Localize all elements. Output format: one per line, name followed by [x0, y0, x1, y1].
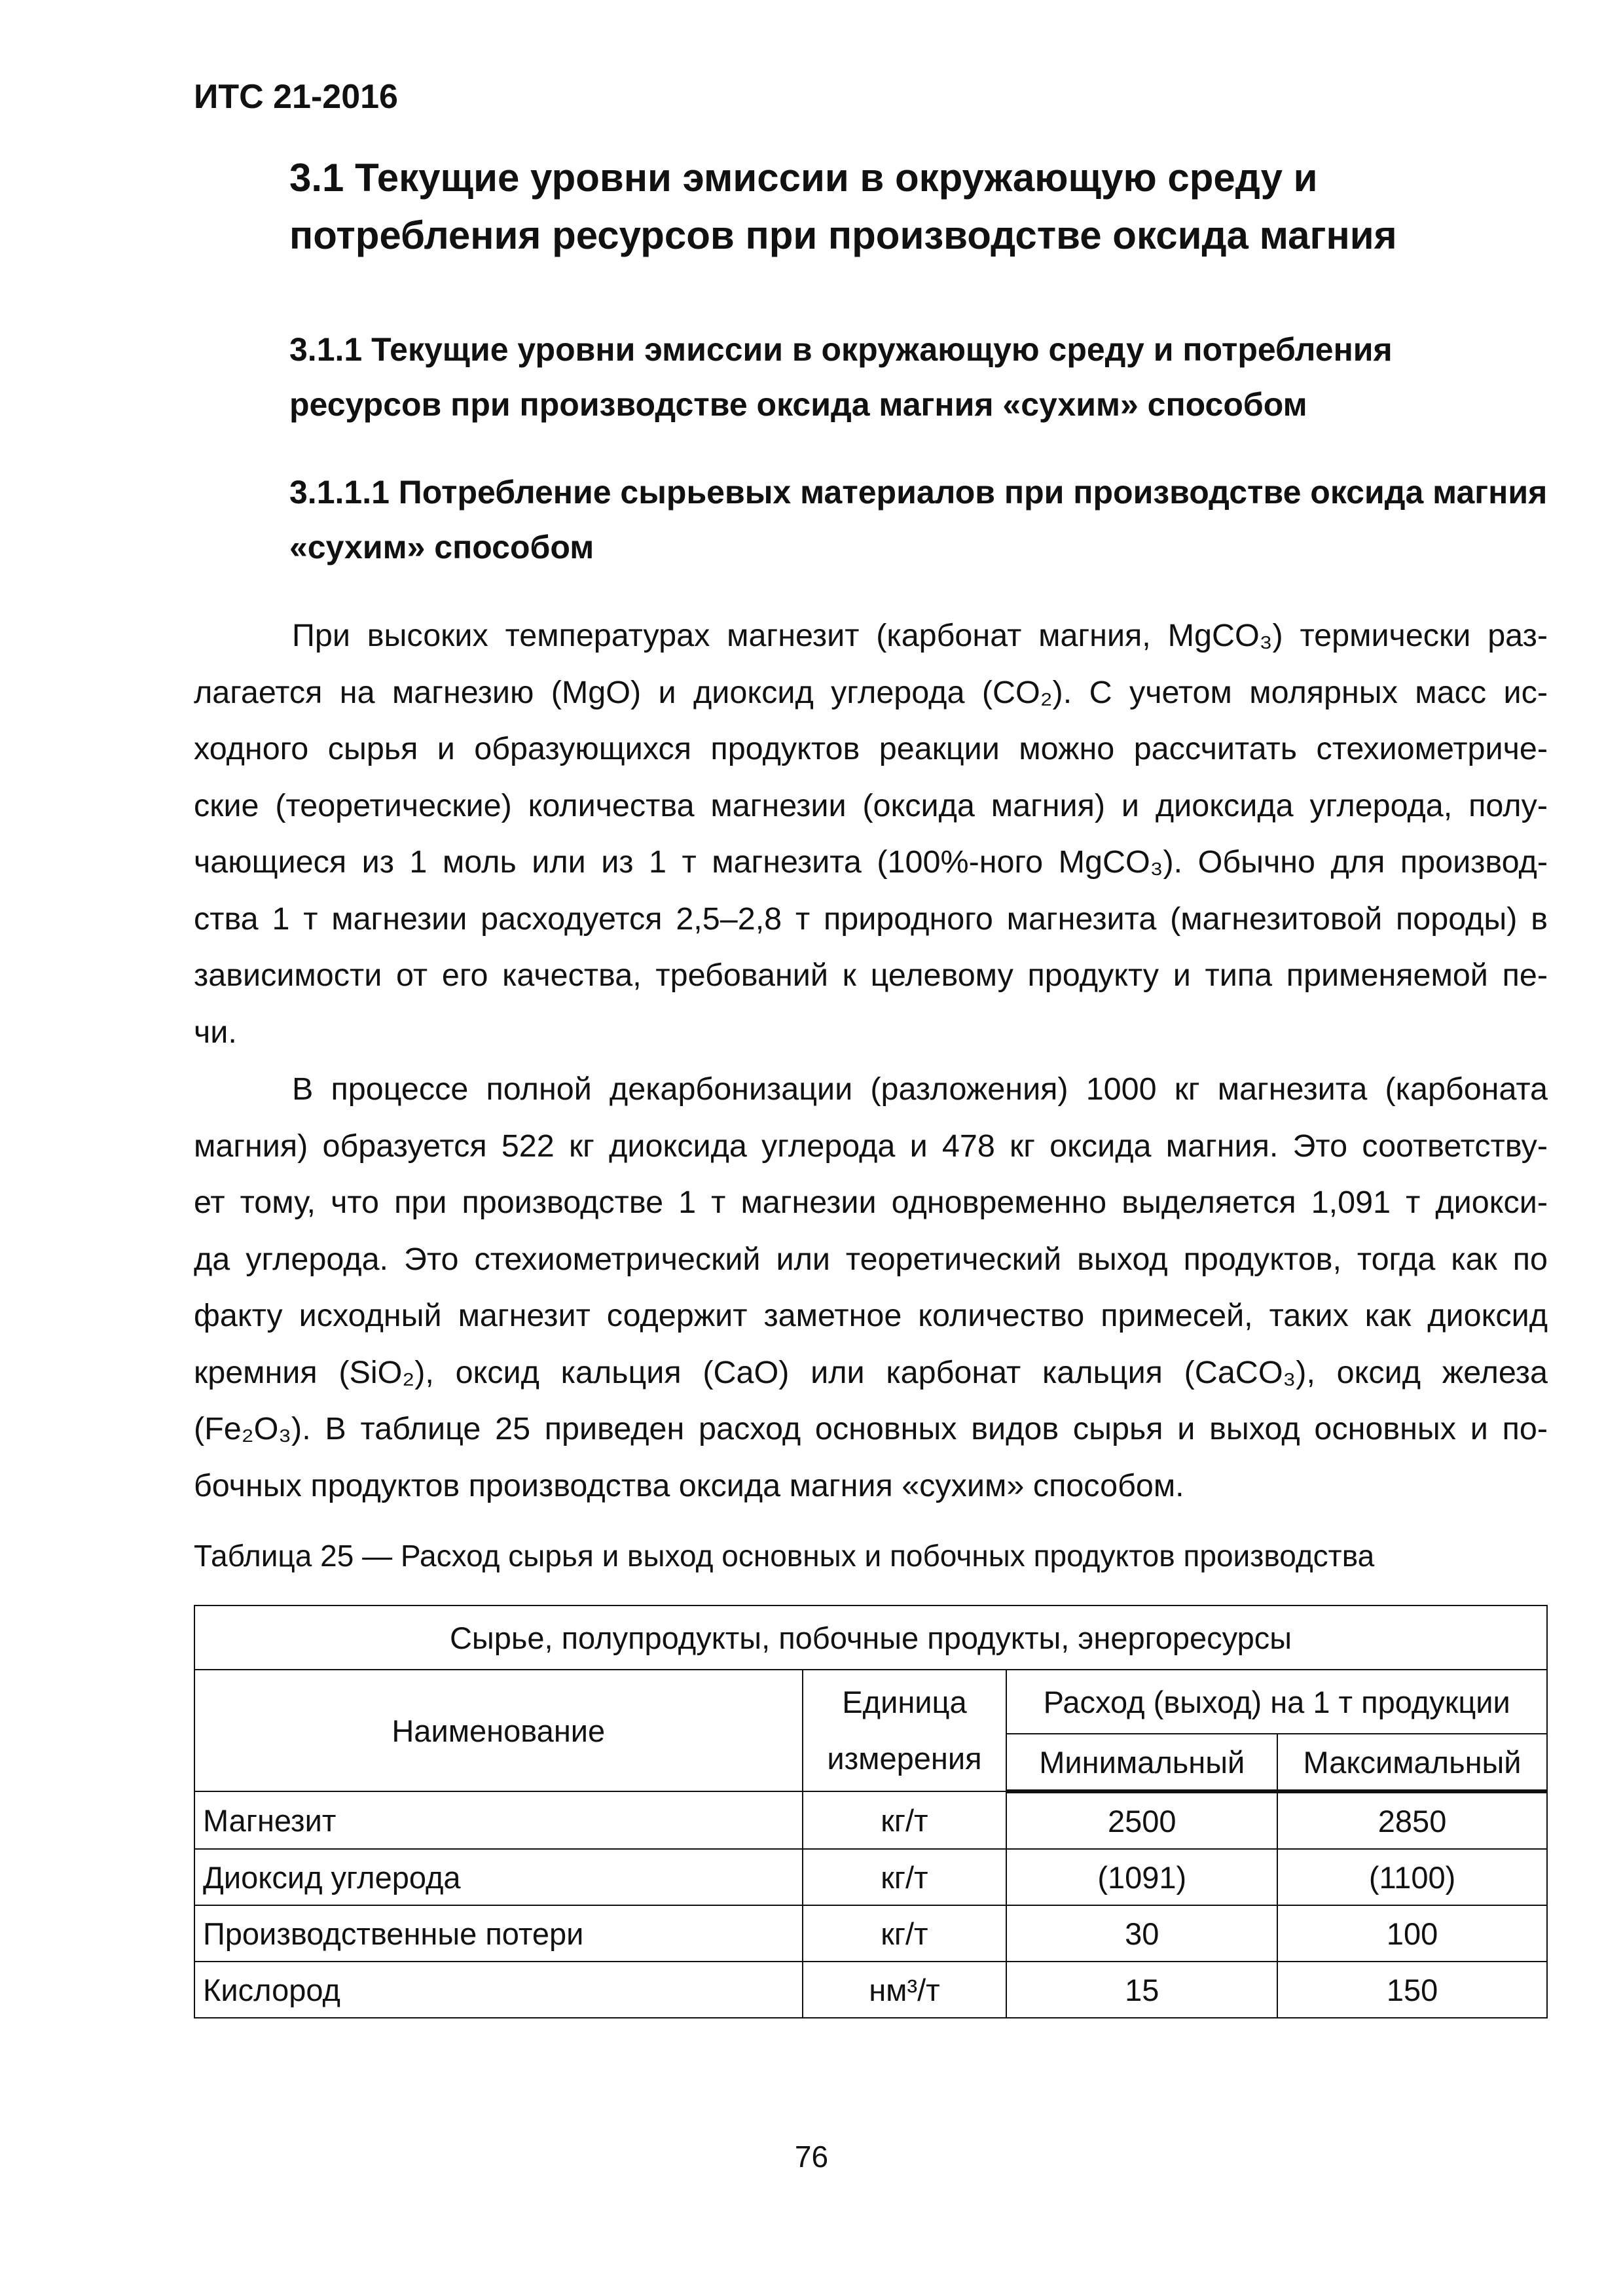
cell-min: 30	[1006, 1905, 1277, 1962]
document-code: ИТС 21-2016	[194, 78, 398, 116]
section-heading-3-1-1: 3.1.1 Текущие уровни эмиссии в окружающую среду и потребления ресурсов при производстве оксида магния «сухим» способом	[289, 331, 1393, 423]
cell-unit: кг/т	[803, 1791, 1007, 1849]
column-header-min: Минимальный	[1006, 1734, 1277, 1791]
cell-min: 2500	[1006, 1791, 1277, 1849]
cell-min: 15	[1006, 1962, 1277, 2018]
cell-unit: кг/т	[803, 1849, 1007, 1905]
table-row	[194, 1905, 1547, 1962]
paragraph-line: ет тому, что при производстве 1 т магнезии одновременно выделяется 1,091 т диокси-	[194, 1185, 1548, 1220]
paragraph-line: При высоких температурах магнезит (карбонат магния, MgCO₃) термически раз-	[292, 618, 1548, 653]
cell-max: 2850	[1277, 1791, 1547, 1849]
paragraph-line: чающиеся из 1 моль или из 1 т магнезита (100%-ного MgCO₃). Обычно для производ-	[194, 844, 1548, 880]
table-25	[194, 1605, 1548, 2018]
paragraph-1	[194, 607, 1548, 1060]
paragraph-line: зависимости от его качества, требований к целевому продукту и типа применяемой пе-	[194, 958, 1548, 993]
paragraph-line: (Fe₂O₃). В таблице 25 приведен расход основных видов сырья и выход основных и по-	[194, 1411, 1548, 1446]
cell-name: Магнезит	[194, 1791, 803, 1849]
cell-name: Кислород	[194, 1962, 803, 2018]
column-header-unit-line1: Единица	[842, 1685, 967, 1719]
table-row	[194, 1849, 1547, 1905]
table-caption: Таблица 25 — Расход сырья и выход основных и побочных продуктов производства	[194, 1539, 1375, 1573]
cell-name: Диоксид углерода	[194, 1849, 803, 1905]
column-header-max: Максимальный	[1277, 1734, 1547, 1791]
paragraph-line: факту исходный магнезит содержит заметное количество примесей, таких как диоксид	[194, 1298, 1548, 1333]
paragraph-line: ства 1 т магнезии расходуется 2,5–2,8 т природного магнезита (магнезитовой породы) в	[194, 901, 1548, 937]
paragraph-line: бочных продуктов производства оксида магния «сухим» способом.	[194, 1467, 1184, 1503]
cell-max: (1100)	[1277, 1849, 1547, 1905]
paragraph-line: да углерода. Это стехиометрический или теоретический выход продуктов, тогда как по	[194, 1241, 1548, 1277]
paragraph-line: В процессе полной декарбонизации (разложения) 1000 кг магнезита (карбоната	[292, 1071, 1548, 1107]
table-row	[194, 1791, 1547, 1849]
section-heading-3-1-1-1: 3.1.1.1 Потребление сырьевых материалов при производстве оксида магния «сухим» способом	[289, 474, 1548, 565]
column-header-name: Наименование	[194, 1670, 803, 1791]
cell-min: (1091)	[1006, 1849, 1277, 1905]
cell-max: 150	[1277, 1962, 1547, 2018]
cell-unit: кг/т	[803, 1905, 1007, 1962]
paragraph-line: кремния (SiO₂), оксид кальция (CaO) или карбонат кальция (CaCO₃), оксид железа	[194, 1354, 1548, 1390]
column-header-unit	[803, 1670, 1007, 1791]
column-header-consumption: Расход (выход) на 1 т продукции	[1006, 1670, 1547, 1734]
paragraph-line: ские (теоретические) количества магнезии (оксида магния) и диоксида углерода, полу-	[194, 787, 1548, 823]
table-row	[194, 1962, 1547, 2018]
section-heading-3-1: 3.1 Текущие уровни эмиссии в окружающую среду и потребления ресурсов при производстве оксида магния	[289, 156, 1397, 257]
paragraph-line: лагается на магнезию (MgO) и диоксид углерода (CO₂). С учетом молярных масс ис-	[194, 674, 1548, 710]
paragraph-2	[194, 1061, 1548, 1514]
cell-name: Производственные потери	[194, 1905, 803, 1962]
paragraph-line: чи.	[194, 1014, 237, 1050]
paragraph-line: ходного сырья и образующихся продуктов реакции можно рассчитать стехиометриче-	[194, 731, 1548, 766]
column-header-unit-line2: измерения	[827, 1741, 982, 1776]
table-group-header: Сырье, полупродукты, побочные продукты, энергоресурсы	[194, 1605, 1547, 1670]
cell-max: 100	[1277, 1905, 1547, 1962]
cell-unit: нм³/т	[803, 1962, 1007, 2018]
paragraph-line: магния) образуется 522 кг диоксида углерода и 478 кг оксида магния. Это соответству-	[194, 1128, 1548, 1164]
page-number: 76	[794, 2140, 829, 2174]
